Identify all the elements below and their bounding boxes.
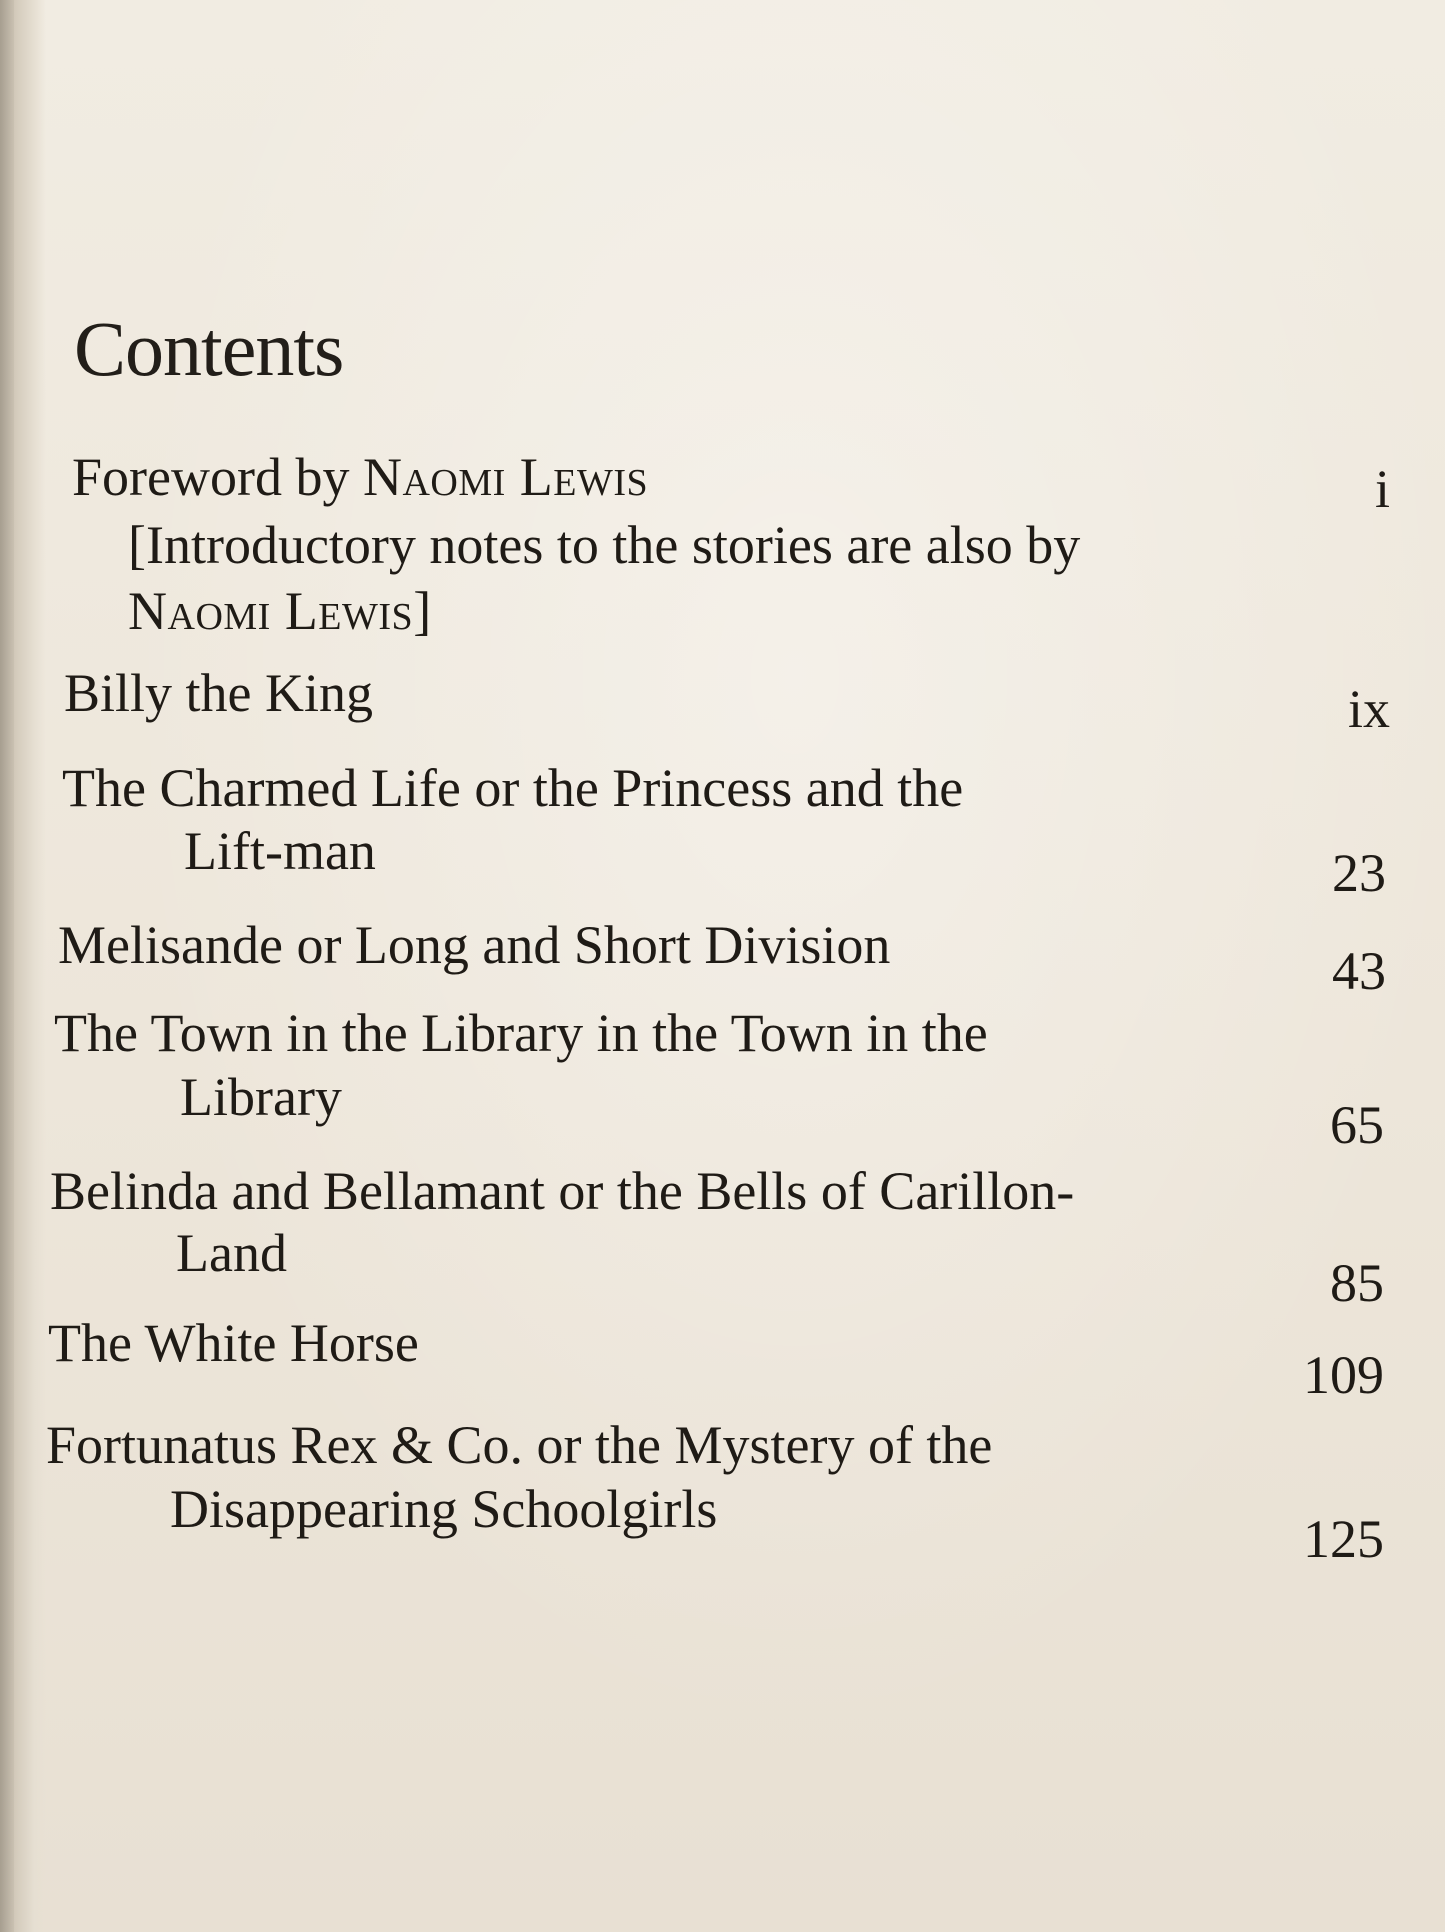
toc-entry-note-line1: [Introductory notes to the stories are also by (128, 515, 1081, 575)
toc-entry-page-number: 125 (1303, 1509, 1384, 1569)
toc-entry-title-continued: Lift-man (184, 821, 376, 881)
toc-entry-page-number: 109 (1303, 1345, 1384, 1405)
toc-entry-title: The Town in the Library in the Town in the (54, 1003, 988, 1063)
toc-entry-title: Fortunatus Rex & Co. or the Mystery of the (46, 1415, 993, 1475)
toc-entry-page-number: 23 (1332, 843, 1386, 903)
toc-entry-title: The White Horse (48, 1313, 419, 1373)
toc-entry-note-end: ] (413, 581, 432, 641)
toc-entry-title-continued: Library (180, 1067, 342, 1127)
toc-entry-page-number: 43 (1332, 941, 1386, 1001)
author-name: Naomi Lewis (362, 447, 649, 507)
toc-entry-title: Belinda and Bellamant or the Bells of Carillon- (50, 1161, 1075, 1221)
toc-entry-page-number: i (1374, 459, 1390, 519)
toc-entry-title: Melisande or Long and Short Division (58, 915, 891, 975)
toc-entry-title-continued: Disappearing Schoolgirls (170, 1479, 718, 1539)
contents-heading: Contents (74, 305, 344, 392)
toc-entry-title-text: Foreword by (72, 447, 363, 507)
author-name: Naomi Lewis (128, 581, 414, 641)
toc-entry-title (72, 446, 648, 508)
toc-entry-page-number: ix (1347, 679, 1390, 739)
toc-entry-title-continued: Land (176, 1223, 287, 1283)
toc-entry-title: Billy the King (64, 663, 373, 723)
toc-entry-title: The Charmed Life or the Princess and the (62, 758, 964, 818)
toc-entry-note-line2 (128, 580, 431, 642)
toc-entry-page-number: 85 (1330, 1253, 1384, 1313)
toc-entry-page-number: 65 (1330, 1095, 1384, 1155)
